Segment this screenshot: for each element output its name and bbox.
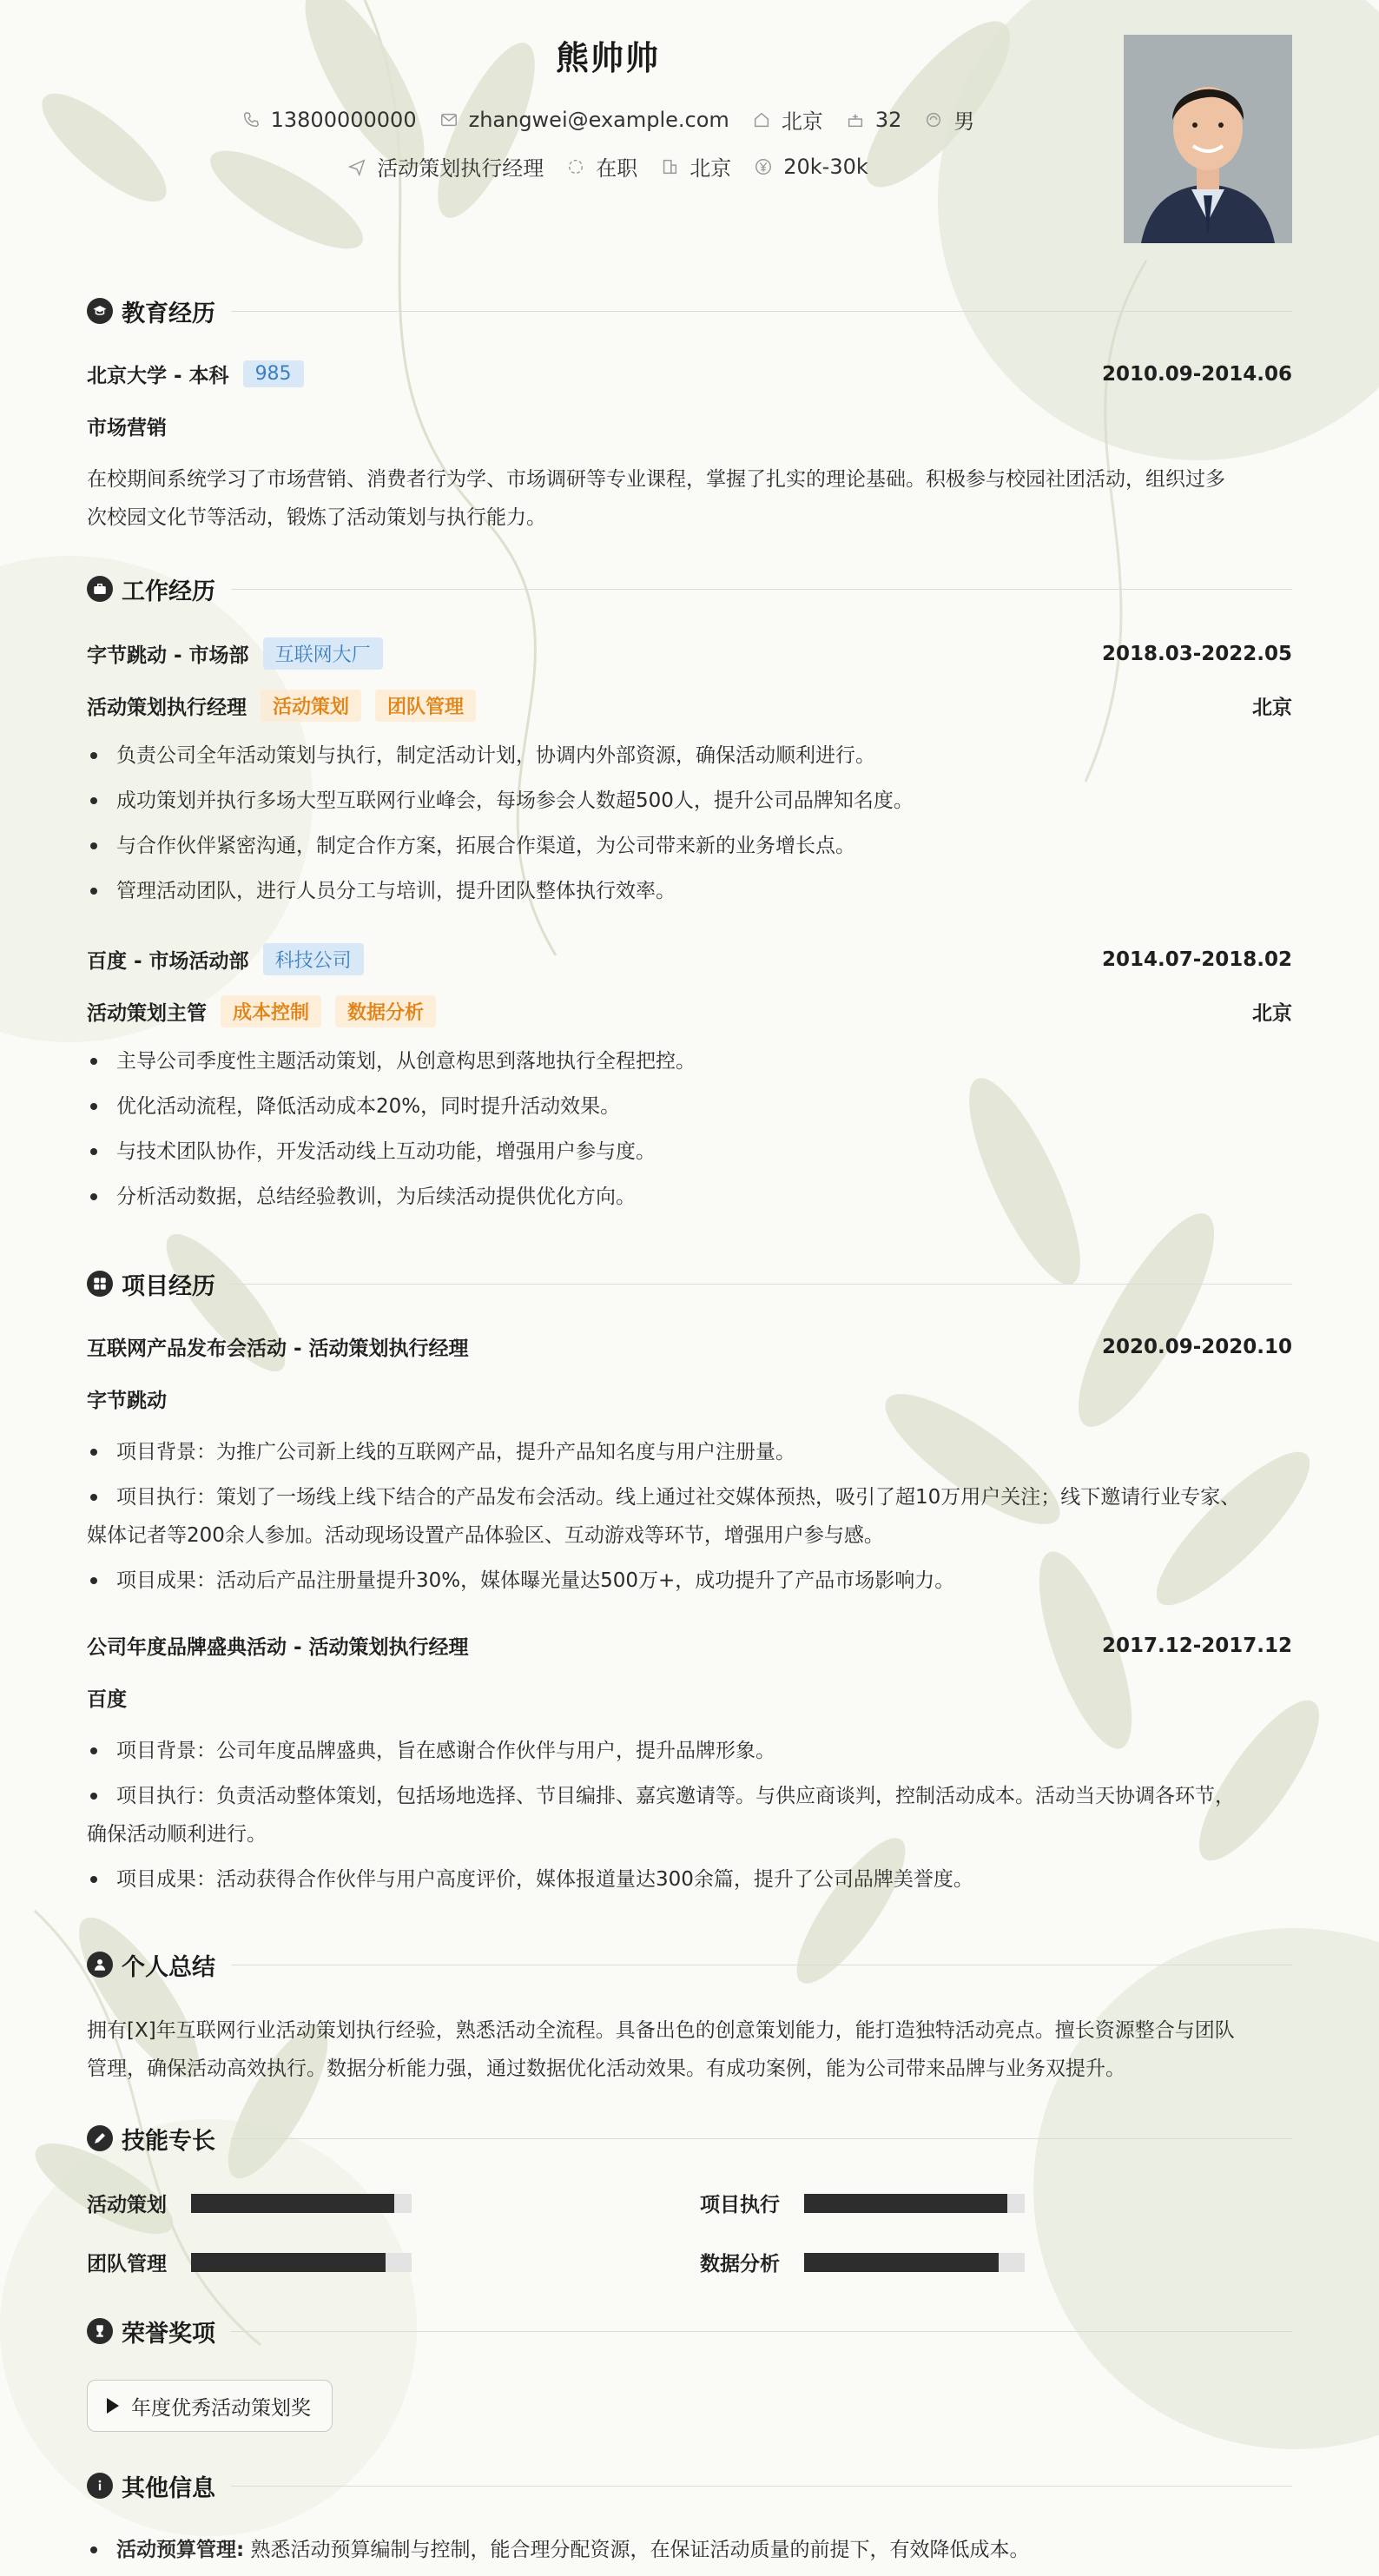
age-text: 32 <box>874 107 902 132</box>
projects-title: 项目经历 <box>122 1272 215 1300</box>
list-item: 项目成果：活动获得合作伙伴与用户高度评价，媒体报道量达300余篇，提升了公司品牌美誉度。 <box>87 1860 1292 1899</box>
list-item <box>87 2531 1292 2569</box>
section-divider <box>231 589 1292 590</box>
education-section-header <box>87 294 1292 328</box>
list-item: 项目执行：负责活动整体策划，包括场地选择、节目编排、嘉宾邀请等。与供应商谈判，控制活动成本。活动当天协调各环节， <box>87 1777 1292 1815</box>
project-title-row <box>87 1631 1292 1660</box>
skill-name: 项目执行 <box>700 2194 780 2216</box>
skills-section-header <box>87 2121 1292 2156</box>
education-description <box>87 460 1292 537</box>
other-item-label: 活动预算管理: <box>116 2539 245 2561</box>
section-divider <box>231 2331 1292 2332</box>
list-item: 与技术团队协作，开发活动线上互动功能，增强用户参与度。 <box>87 1133 1292 1171</box>
skill-item <box>87 2248 412 2276</box>
role-tag: 数据分析 <box>335 995 436 1027</box>
status-text: 在职 <box>596 156 638 181</box>
avatar-portrait <box>1124 35 1292 243</box>
section-divider <box>231 311 1292 312</box>
status-item <box>566 151 637 182</box>
pen-icon <box>87 2125 113 2151</box>
briefcase-icon <box>87 576 113 602</box>
job-period: 2014.07-2018.02 <box>1101 948 1292 971</box>
company-tag: 科技公司 <box>263 943 364 975</box>
play-triangle-icon <box>107 2398 119 2414</box>
age-item <box>846 108 902 132</box>
project-period: 2020.09-2020.10 <box>1101 1335 1292 1358</box>
projects-section-header <box>87 1266 1292 1301</box>
work-section-header <box>87 571 1292 606</box>
project-company-row <box>87 1683 1292 1712</box>
skill-level-bar <box>804 2253 1025 2272</box>
project-bullets <box>87 1433 1292 1607</box>
other-item-text: 熟悉活动预算编制与控制，能合理分配资源，在保证活动质量的前提下，有效降低成本。 <box>250 2539 1030 2561</box>
graduation-cap-icon <box>87 298 113 324</box>
list-item: 项目背景：公司年度品牌盛典，旨在感谢合作伙伴与用户，提升品牌形象。 <box>87 1732 1292 1770</box>
summary-section-header <box>87 1947 1292 1982</box>
awards-title: 荣誉奖项 <box>122 2320 215 2348</box>
home-icon <box>752 110 771 129</box>
list-item: 分析活动数据，总结经验教训，为后续活动提供优化方向。 <box>87 1178 1292 1216</box>
job-company-row <box>87 637 1292 670</box>
job-role-row <box>87 995 1292 1027</box>
skills-title: 技能专长 <box>122 2127 215 2155</box>
job-city: 北京 <box>1252 697 1292 719</box>
status-icon <box>566 157 585 176</box>
profile-photo <box>1124 35 1292 243</box>
job-bullets <box>87 1042 1292 1223</box>
yen-icon <box>754 157 773 176</box>
section-divider <box>231 2138 1292 2139</box>
location-text: 北京 <box>781 109 823 134</box>
grid-icon <box>87 1271 113 1297</box>
other-section-header <box>87 2468 1292 2503</box>
building-icon <box>660 157 679 176</box>
job-role: 活动策划主管 <box>87 1002 207 1025</box>
job-company: 百度 - 市场活动部 <box>87 950 249 973</box>
salary-item <box>754 155 868 179</box>
summary-line: 拥有[X]年互联网行业活动策划执行经验，熟悉活动全流程。具备出色的创意策划能力，能打造独特活动亮点。擅长资源整合与团队 <box>87 2019 1235 2042</box>
gender-text: 男 <box>953 109 975 134</box>
job-bullets <box>87 736 1292 917</box>
major-row <box>87 412 1292 440</box>
job-period: 2018.03-2022.05 <box>1101 642 1292 665</box>
list-item: 成功策划并执行多场大型互联网行业峰会，每场参会人数超500人，提升公司品牌知名度。 <box>87 782 1292 820</box>
list-item: 项目背景：为推广公司新上线的互联网产品，提升产品知名度与用户注册量。 <box>87 1433 1292 1471</box>
job-company-row <box>87 943 1292 975</box>
job-city: 北京 <box>1252 1002 1292 1025</box>
position-text: 活动策划执行经理 <box>377 156 544 181</box>
gender-icon <box>924 110 943 129</box>
education-row <box>87 360 1292 388</box>
work-title: 工作经历 <box>122 578 215 605</box>
position-item <box>347 151 544 182</box>
skill-name: 数据分析 <box>700 2253 780 2275</box>
skill-item <box>87 2189 412 2217</box>
phone-icon <box>241 110 261 129</box>
skill-level-fill <box>804 2253 999 2272</box>
list-item: 项目执行：策划了一场线上线下结合的产品发布会活动。线上通过社交媒体预热，吸引了超10万用户关注；线下邀请行业专家、 <box>87 1478 1292 1516</box>
city-text: 北京 <box>690 156 732 181</box>
education-period: 2010.09-2014.06 <box>1101 362 1292 386</box>
person-icon <box>87 1952 113 1978</box>
other-title: 其他信息 <box>122 2474 215 2502</box>
education-description-line: 在校期间系统学习了市场营销、消费者行为学、市场调研等专业课程，掌握了扎实的理论基础。积极参与校园社团活动，组织过多 <box>87 468 1225 491</box>
list-item: 主导公司季度性主题活动策划，从创意构思到落地执行全程把控。 <box>87 1042 1292 1080</box>
education-description-line: 次校园文化节等活动，锻炼了活动策划与执行能力。 <box>87 506 546 529</box>
skill-level-fill <box>191 2194 394 2213</box>
award-chip <box>87 2380 333 2432</box>
email-text: zhangwei@example.com <box>468 107 729 132</box>
major-name: 市场营销 <box>87 417 167 439</box>
skill-level-bar <box>804 2194 1025 2213</box>
summary-title: 个人总结 <box>122 1953 215 1981</box>
city-item <box>660 151 731 182</box>
job-role: 活动策划执行经理 <box>87 697 247 719</box>
salary-text: 20k-30k <box>783 154 868 179</box>
project-name: 公司年度品牌盛典活动 - 活动策划执行经理 <box>87 1636 469 1659</box>
role-tag: 团队管理 <box>375 690 476 722</box>
skill-item <box>700 2248 1025 2276</box>
education-title: 教育经历 <box>122 300 215 327</box>
skill-level-bar <box>191 2194 412 2213</box>
role-tag: 活动策划 <box>261 690 361 722</box>
list-item-continuation: 确保活动顺利进行。 <box>87 1823 267 1846</box>
school-name: 北京大学 - 本科 <box>87 365 229 387</box>
other-bullets <box>87 2531 1292 2576</box>
list-item: 与合作伙伴紧密沟通，制定合作方案，拓展合作渠道，为公司带来新的业务增长点。 <box>87 827 1292 865</box>
company-tag: 互联网大厂 <box>263 637 383 670</box>
job-intent-row <box>0 151 1216 182</box>
list-item-continuation: 媒体记者等200余人参加。活动现场设置产品体验区、互动游戏等环节，增强用户参与感。 <box>87 1524 884 1547</box>
project-company: 字节跳动 <box>87 1390 167 1412</box>
project-company: 百度 <box>87 1688 127 1711</box>
phone-item <box>241 108 417 132</box>
project-bullets <box>87 1732 1292 1906</box>
skill-level-bar <box>191 2253 412 2272</box>
contact-row <box>0 104 1216 135</box>
summary-text <box>87 2011 1292 2088</box>
awards-section-header <box>87 2314 1292 2348</box>
phone-text: 13800000000 <box>270 107 417 132</box>
project-title-row <box>87 1332 1292 1361</box>
location-item <box>752 104 823 135</box>
section-divider <box>231 1284 1292 1285</box>
project-name: 互联网产品发布会活动 - 活动策划执行经理 <box>87 1338 469 1360</box>
award-label: 年度优秀活动策划奖 <box>131 2396 311 2420</box>
summary-line: 管理，确保活动高效执行。数据分析能力强，通过数据优化活动效果。有成功案例，能为公司带来品牌与业务双提升。 <box>87 2057 1125 2080</box>
section-divider <box>231 2486 1292 2487</box>
list-item: 管理活动团队，进行人员分工与培训，提升团队整体执行效率。 <box>87 872 1292 910</box>
project-company-row <box>87 1384 1292 1413</box>
gender-item <box>924 104 974 135</box>
skill-level-fill <box>191 2253 386 2272</box>
skill-name: 活动策划 <box>87 2194 167 2216</box>
skill-name: 团队管理 <box>87 2253 167 2275</box>
job-role-row <box>87 690 1292 722</box>
trophy-icon <box>87 2318 113 2344</box>
mail-icon <box>439 110 459 129</box>
list-item: 负责公司全年活动策划与执行，制定活动计划，协调内外部资源，确保活动顺利进行。 <box>87 736 1292 775</box>
role-tag: 成本控制 <box>221 995 321 1027</box>
job-company: 字节跳动 - 市场部 <box>87 644 249 667</box>
send-icon <box>347 157 366 176</box>
info-icon <box>87 2473 113 2499</box>
skill-level-fill <box>804 2194 1007 2213</box>
cake-icon <box>846 110 865 129</box>
candidate-name: 熊帅帅 <box>555 39 660 77</box>
list-item: 优化活动流程，降低活动成本20%，同时提升活动效果。 <box>87 1087 1292 1126</box>
project-period: 2017.12-2017.12 <box>1101 1634 1292 1657</box>
list-item: 项目成果：活动后产品注册量提升30%，媒体曝光量达500万+，成功提升了产品市场影响力。 <box>87 1562 1292 1600</box>
email-item <box>439 108 729 132</box>
school-tag: 985 <box>243 360 304 387</box>
skill-item <box>700 2189 1025 2217</box>
